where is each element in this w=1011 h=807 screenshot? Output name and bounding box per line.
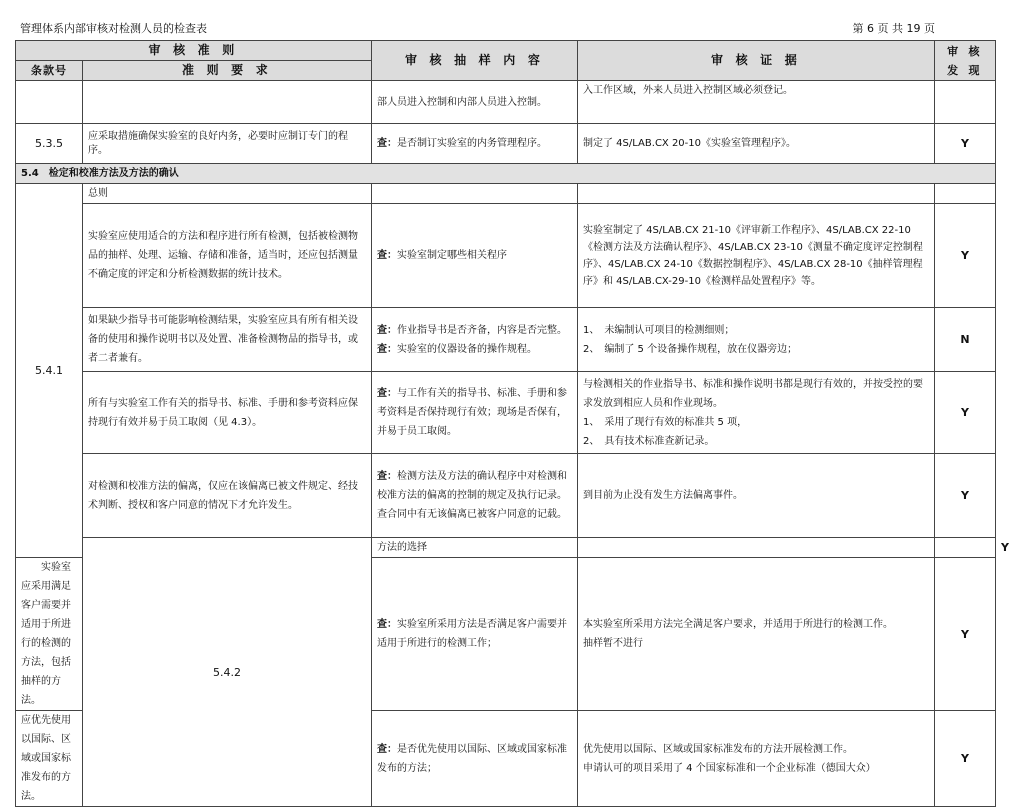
clause-number: 5.4.2 xyxy=(83,538,372,807)
document-title: 管理体系内部审核对检测人员的检查表 xyxy=(20,22,207,35)
finding-cell: Y xyxy=(935,454,996,538)
finding-header: 审 核 发 现 xyxy=(935,41,996,81)
sampling-cell: 部人员进入控制和内部人员进入控制。 xyxy=(372,81,578,124)
clause-number: 5.3.5 xyxy=(16,124,83,164)
table-row xyxy=(16,184,996,204)
sampling-cell: 查：实验室制定哪些相关程序 xyxy=(372,204,578,308)
audit-checklist-table xyxy=(15,40,1009,807)
finding-cell: Y xyxy=(935,558,996,711)
requirement-cell: 实验室应采用满足客户需要并适用于所进行的检测的方法，包括抽样的方法。 xyxy=(16,558,83,711)
requirement-header: 准 则 要 求 xyxy=(83,61,372,81)
requirement-cell: 所有与实验室工作有关的指导书、标准、手册和参考资料应保持现行有效并易于员工取阅（见 4.3）。 xyxy=(83,372,372,454)
sampling-cell: 查：是否制订实验室的内务管理程序。 xyxy=(372,124,578,164)
table-row xyxy=(16,81,996,124)
sampling-cell: 查：实验室所采用方法是否满足客户需要并适用于所进行的检测工作； xyxy=(372,558,578,711)
requirement-cell: 如果缺少指导书可能影响检测结果，实验室应具有所有相关设备的使用和操作说明书以及处置、准备检测物品的指导书，或者二者兼有。 xyxy=(83,308,372,372)
sampling-cell: 查：作业指导书是否齐备，内容是否完整。 查：实验室的仪器设备的操作规程。 xyxy=(372,308,578,372)
requirement-cell: 对检测和校准方法的偏离，仅应在该偏离已被文件规定、经技术判断、授权和客户同意的情况下才允许发生。 xyxy=(83,454,372,538)
table-row xyxy=(16,204,996,308)
finding-cell: Y xyxy=(935,372,996,454)
criteria-group-header: 审 核 准 则 xyxy=(16,41,372,61)
running-header xyxy=(18,20,993,38)
table-row xyxy=(16,372,996,454)
evidence-cell: 实验室制定了 4S/LAB.CX 21-10《评审新工作程序》、4S/LAB.CX 22-10《检测方法及方法确认程序》、4S/LAB.CX 23-10《测量不确定度评定控制程序》、4S/LAB.CX 24-10《数据控制程序》、4S/LAB.CX 28-10《抽样管理程序》和 4S/LAB.CX-29-10《检测样品处置程序》等。 xyxy=(578,204,935,308)
page-number: 第 6 页 共 19 页 xyxy=(852,22,935,35)
subheading-cell: 总则 xyxy=(83,184,372,204)
requirement-cell: 应优先使用以国际、区域或国家标准发布的方法。 xyxy=(16,711,83,807)
finding-cell: Y xyxy=(935,124,996,164)
sampling-cell: 查：是否优先使用以国际、区域或国家标准发布的方法； xyxy=(372,711,578,807)
finding-cell: Y xyxy=(935,711,996,807)
evidence-cell: 入工作区域，外来人员进入控制区域必须登记。 xyxy=(578,81,935,124)
evidence-cell: 到目前为止没有发生方法偏离事件。 xyxy=(578,454,935,538)
evidence-cell: 优先使用以国际、区域或国家标准发布的方法开展检测工作。 申请认可的项目采用了 4 个国家标准和一个企业标准（德国大众） xyxy=(578,711,935,807)
finding-cell: N xyxy=(935,308,996,372)
subheading-cell: 方法的选择 xyxy=(372,538,578,558)
evidence-cell: 1、 未编制认可项目的检测细则； 2、 编制了 5 个设备操作规程，放在仪器旁边； xyxy=(578,308,935,372)
clause-no-header: 条款号 xyxy=(16,61,83,81)
sampling-header: 审 核 抽 样 内 容 xyxy=(372,41,578,81)
sampling-cell: 查：与工作有关的指导书、标准、手册和参考资料是否保持现行有效；现场是否保有，并易于员工取阅。 xyxy=(372,372,578,454)
section-title: 5.4 检定和校准方法及方法的确认 xyxy=(16,164,996,184)
table-row xyxy=(16,308,996,372)
header-row-1 xyxy=(16,41,996,61)
clause-number: 5.4.1 xyxy=(16,184,83,558)
sampling-cell: 查：检测方法及方法的确认程序中对检测和校准方法的偏离的控制的规定及执行记录。查合同中有无该偏离已被客户同意的记载。 xyxy=(372,454,578,538)
table-row: 5.4.2 方法的选择 Y xyxy=(16,538,996,558)
requirement-cell: 实验室应使用适合的方法和程序进行所有检测，包括被检测物品的抽样、处理、运输、存储和准备，适当时，还应包括测量不确定度的评定和分析检测数据的统计技术。 xyxy=(83,204,372,308)
evidence-cell: 与检测相关的作业指导书、标准和操作说明书都是现行有效的，并按受控的要求发放到相应人员和作业现场。 1、 采用了现行有效的标准共 5 项， 2、 具有技术标准查新记录。 xyxy=(578,372,935,454)
section-row xyxy=(16,164,996,184)
table-row xyxy=(16,454,996,538)
requirement-cell: 应采取措施确保实验室的良好内务，必要时应制订专门的程序。 xyxy=(83,124,372,164)
table-row xyxy=(16,124,996,164)
evidence-header: 审 核 证 据 xyxy=(578,41,935,81)
evidence-cell: 制定了 4S/LAB.CX 20-10《实验室管理程序》。 xyxy=(578,124,935,164)
evidence-cell: 本实验室所采用方法完全满足客户要求，并适用于所进行的检测工作。 抽样暂不进行 xyxy=(578,558,935,711)
finding-cell: Y xyxy=(935,204,996,308)
